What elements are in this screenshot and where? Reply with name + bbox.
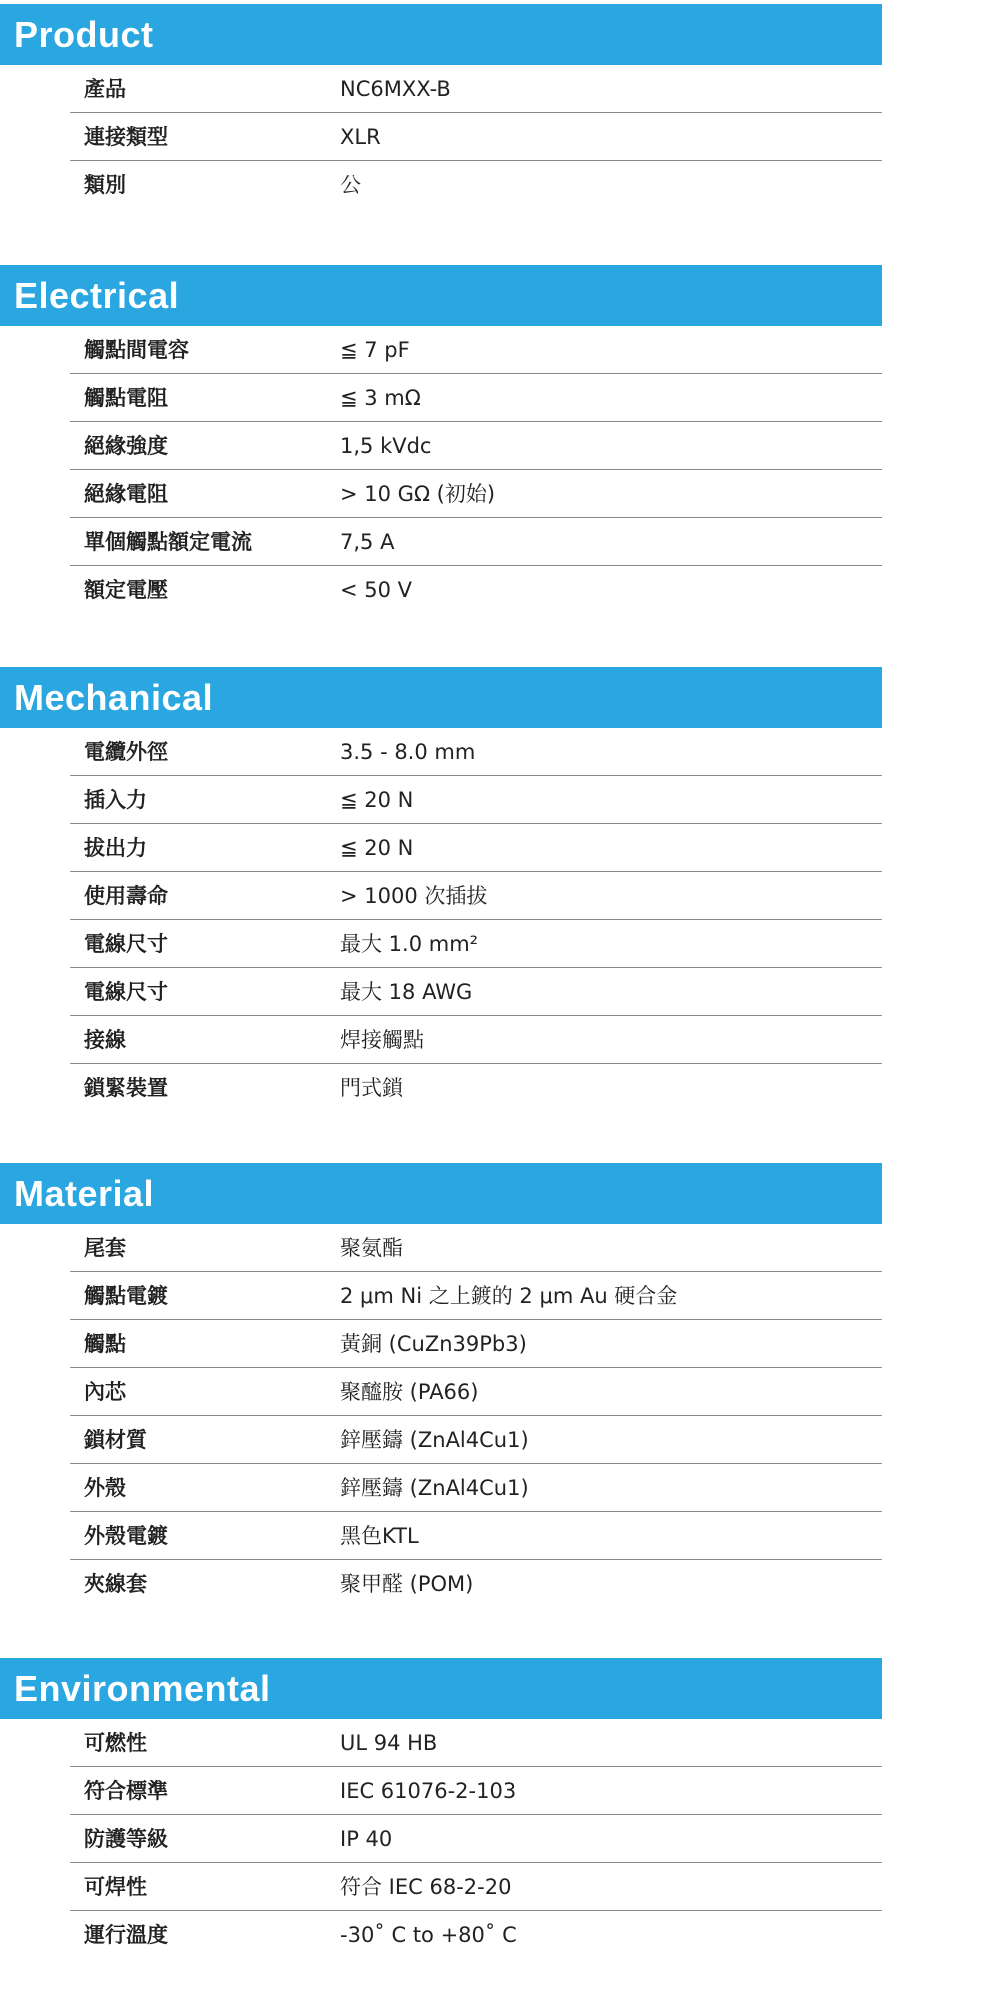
spec-row: [70, 470, 882, 518]
spec-label: 電線尺寸: [84, 932, 168, 956]
spec-label: 觸點間電容: [84, 338, 189, 362]
spec-row: [70, 824, 882, 872]
spec-value: 鋅壓鑄 (ZnAl4Cu1): [340, 1476, 529, 1500]
spec-label: 可焊性: [84, 1875, 147, 1899]
spec-value: 黑色KTL: [340, 1524, 419, 1548]
spec-label: 外殼: [84, 1476, 126, 1500]
spec-label: 觸點電鍍: [84, 1284, 168, 1308]
spec-label: 符合標準: [84, 1779, 168, 1803]
spec-row: [70, 1767, 882, 1815]
spec-row: [70, 872, 882, 920]
spec-value: ≦ 3 mΩ: [340, 386, 421, 410]
spec-row: [70, 326, 882, 374]
spec-value: ≦ 20 N: [340, 836, 414, 860]
spec-row: [70, 422, 882, 470]
spec-label: 防護等級: [84, 1827, 168, 1851]
spec-label: 絕緣強度: [84, 434, 168, 458]
spec-value: UL 94 HB: [340, 1731, 438, 1755]
spec-value: 黃銅 (CuZn39Pb3): [340, 1332, 527, 1356]
spec-value: 聚氨酯: [340, 1236, 403, 1260]
spec-label: 額定電壓: [84, 578, 168, 602]
spec-row: [70, 1368, 882, 1416]
spec-label: 運行溫度: [84, 1923, 168, 1947]
spec-value: NC6MXX-B: [340, 77, 451, 101]
section-title: Product: [0, 4, 882, 65]
spec-value: > 1000 次插拔: [340, 884, 488, 908]
spec-value: 最大 1.0 mm²: [340, 932, 479, 956]
spec-row: [70, 1320, 882, 1368]
spec-row: [70, 65, 882, 113]
spec-rows: [70, 326, 882, 614]
spec-label: 類別: [84, 173, 126, 197]
spec-rows: [70, 1719, 882, 1959]
section-title: Electrical: [0, 265, 882, 326]
spec-value: 最大 18 AWG: [340, 980, 473, 1004]
spec-value: 公: [340, 173, 361, 197]
spec-row: [70, 776, 882, 824]
spec-value: ≦ 20 N: [340, 788, 414, 812]
spec-value: IEC 61076-2-103: [340, 1779, 517, 1803]
spec-row: [70, 518, 882, 566]
spec-value: 3.5 - 8.0 mm: [340, 740, 476, 764]
spec-value: ≦ 7 pF: [340, 338, 410, 362]
spec-row: [70, 1560, 882, 1608]
spec-label: 夾線套: [84, 1572, 147, 1596]
spec-row: [70, 1464, 882, 1512]
spec-row: [70, 374, 882, 422]
spec-value: XLR: [340, 125, 381, 149]
spec-row: [70, 113, 882, 161]
spec-value: 聚甲醛 (POM): [340, 1572, 474, 1596]
spec-value: 符合 IEC 68-2-20: [340, 1875, 512, 1899]
spec-label: 絕緣電阻: [84, 482, 168, 506]
spec-label: 觸點電阻: [84, 386, 168, 410]
spec-value: IP 40: [340, 1827, 393, 1851]
spec-value: 1,5 kVdc: [340, 434, 432, 458]
spec-label: 尾套: [84, 1236, 126, 1260]
spec-label: 連接類型: [84, 125, 168, 149]
spec-label: 單個觸點額定電流: [84, 530, 252, 554]
spec-label: 觸點: [84, 1332, 126, 1356]
spec-row: [70, 161, 882, 209]
section-title: Environmental: [0, 1658, 882, 1719]
spec-label: 鎖材質: [84, 1428, 147, 1452]
spec-rows: [70, 1224, 882, 1608]
spec-rows: [70, 728, 882, 1112]
spec-value: 鋅壓鑄 (ZnAl4Cu1): [340, 1428, 529, 1452]
spec-value: > 10 GΩ (初始): [340, 482, 496, 506]
spec-label: 產品: [84, 77, 126, 101]
spec-rows: [70, 65, 882, 209]
spec-row: [70, 1719, 882, 1767]
spec-label: 鎖緊裝置: [84, 1076, 168, 1100]
spec-value: 7,5 A: [340, 530, 395, 554]
spec-row: [70, 1815, 882, 1863]
spec-label: 可燃性: [84, 1731, 147, 1755]
spec-row: [70, 1512, 882, 1560]
section-electrical: [0, 265, 882, 614]
section-title: Mechanical: [0, 667, 882, 728]
section-title: Material: [0, 1163, 882, 1224]
spec-value: 焊接觸點: [340, 1028, 424, 1052]
spec-row: [70, 920, 882, 968]
spec-value: 聚醯胺 (PA66): [340, 1380, 479, 1404]
spec-label: 內芯: [84, 1380, 126, 1404]
spec-label: 使用壽命: [84, 884, 168, 908]
spec-label: 電纜外徑: [84, 740, 168, 764]
spec-label: 接線: [84, 1028, 126, 1052]
spec-value: 2 μm Ni 之上鍍的 2 μm Au 硬合金: [340, 1284, 678, 1308]
spec-row: [70, 1272, 882, 1320]
section-product: [0, 4, 882, 209]
spec-value: -30˚ C to +80˚ C: [340, 1923, 517, 1947]
spec-row: [70, 566, 882, 614]
spec-row: [70, 1224, 882, 1272]
spec-row: [70, 968, 882, 1016]
section-mechanical: [0, 667, 882, 1112]
spec-row: [70, 1911, 882, 1959]
spec-value: 門式鎖: [340, 1076, 403, 1100]
spec-label: 電線尺寸: [84, 980, 168, 1004]
spec-label: 插入力: [84, 788, 147, 812]
spec-row: [70, 1064, 882, 1112]
spec-row: [70, 1416, 882, 1464]
section-material: [0, 1163, 882, 1608]
spec-row: [70, 728, 882, 776]
spec-value: < 50 V: [340, 578, 413, 602]
spec-row: [70, 1863, 882, 1911]
spec-label: 外殼電鍍: [84, 1524, 168, 1548]
section-environmental: [0, 1658, 882, 1959]
spec-label: 拔出力: [84, 836, 147, 860]
spec-row: [70, 1016, 882, 1064]
